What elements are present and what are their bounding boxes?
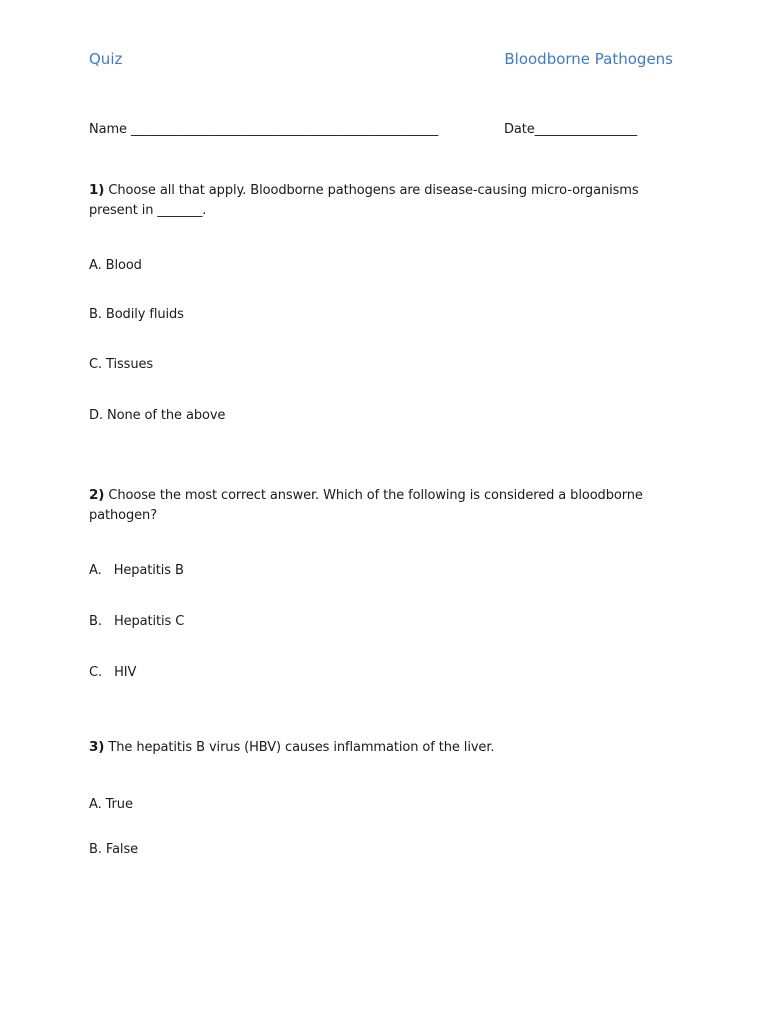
question-3-number: 3): [89, 739, 105, 755]
question-2-number: 2): [89, 487, 105, 503]
name-blank[interactable]: ________________________________________________: [131, 122, 439, 137]
document-subject-title: Bloodborne Pathogens: [504, 50, 673, 68]
question-1-text: Choose all that apply. Bloodborne pathogens are disease-causing micro-organisms present in _______.: [89, 183, 639, 218]
question-2-text: Choose the most correct answer. Which of the following is considered a bloodborne pathogen?: [89, 488, 643, 523]
quiz-title: Quiz: [89, 50, 123, 68]
date-label: Date: [504, 122, 535, 137]
question-1-number: 1): [89, 182, 105, 198]
question-2: [89, 485, 649, 526]
question-2-option-a[interactable]: A. Hepatitis B: [89, 563, 184, 578]
question-1-option-c[interactable]: C. Tissues: [89, 357, 154, 372]
question-3-option-b[interactable]: B. False: [89, 842, 139, 857]
date-blank[interactable]: ________________: [534, 122, 638, 137]
question-1: [89, 180, 689, 221]
date-field-row: [504, 122, 637, 137]
question-1-option-a[interactable]: A. Blood: [89, 258, 142, 273]
name-field-row: [89, 122, 438, 137]
question-1-option-b[interactable]: B. Bodily fluids: [89, 307, 184, 322]
name-label: Name: [89, 122, 127, 137]
question-3-text: The hepatitis B virus (HBV) causes inflammation of the liver.: [108, 740, 495, 755]
question-2-option-c[interactable]: C. HIV: [89, 665, 137, 680]
question-1-option-d[interactable]: D. None of the above: [89, 408, 226, 423]
question-3: [89, 739, 494, 755]
question-2-option-b[interactable]: B. Hepatitis C: [89, 614, 185, 629]
question-3-option-a[interactable]: A. True: [89, 797, 133, 812]
